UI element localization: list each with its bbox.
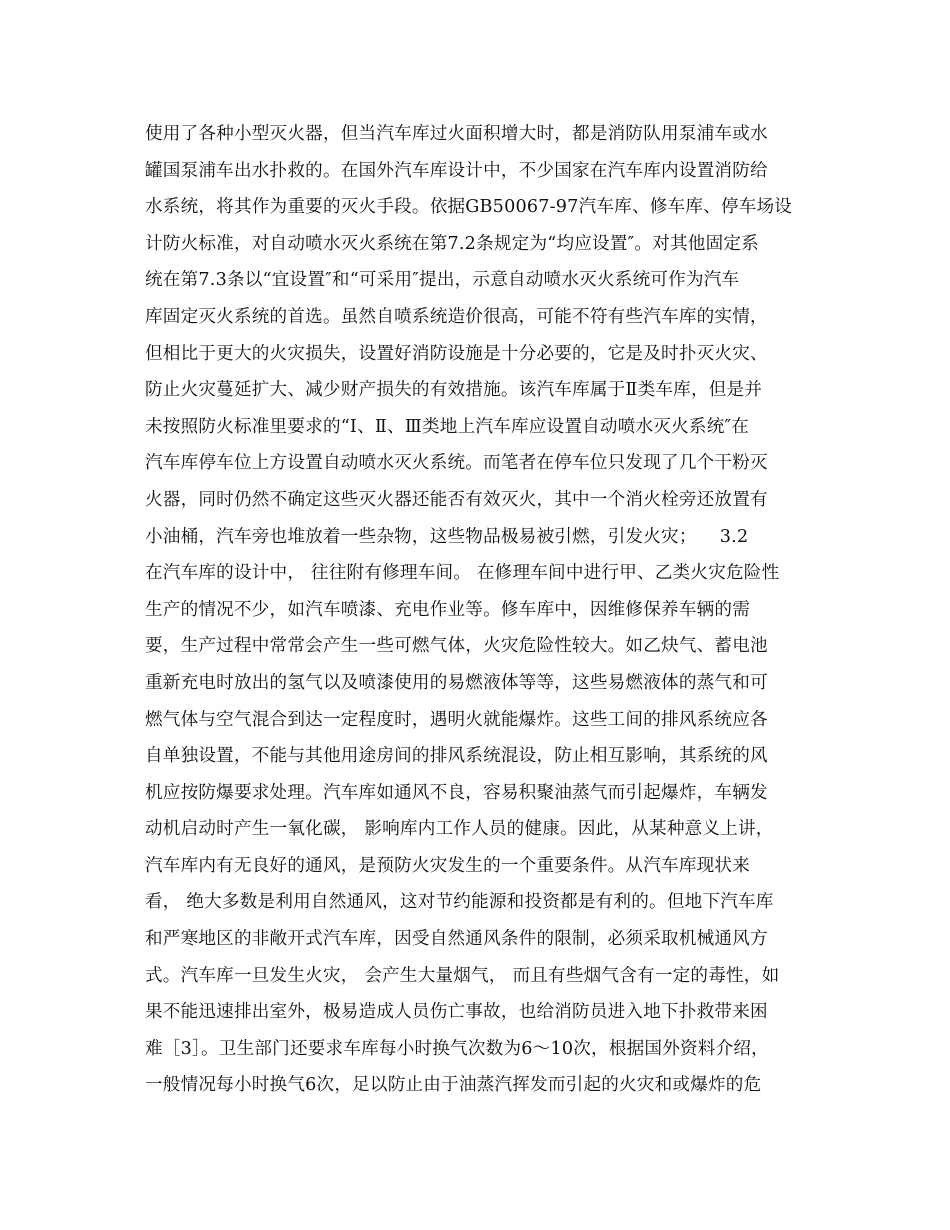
text-line: 使用了各种小型灭火器，但当汽车库过火面积增大时，都是消防队用泵浦车或水 — [145, 124, 768, 144]
text-line: 难［3］。卫生部门还要求车库每小时换气次数为6～10次，根据国外资料介绍， — [145, 1038, 769, 1059]
text-line: 机应按防爆要求处理。汽车库如通风不良，容易积聚油蒸气而引起爆炸，车辆发 — [145, 782, 768, 803]
text-line: 看， 绝大多数是利用自然通风，这对节约能源和投资都是有利的。但地下汽车库 — [145, 892, 774, 913]
text-line: 但相比于更大的火灾损失，设置好消防设施是十分必要的，它是及时扑灭火灾、 — [145, 343, 768, 364]
text-line: 动机启动时产生一氧化碳， 影响库内工作人员的健康。因此，从某种意义上讲， — [145, 819, 774, 840]
body-text — [145, 116, 825, 1104]
text-line: 重新充电时放出的氢气以及喷漆使用的易燃液体等等，这些易燃液体的蒸气和可 — [145, 672, 768, 693]
text-line: 小油桶，汽车旁也堆放着一些杂物，这些物品极易被引燃，引发火灾； 3.2 — [145, 526, 749, 547]
text-line: 火器，同时仍然不确定这些灭火器还能否有效灭火，其中一个消火栓旁还放置有 — [145, 489, 768, 510]
text-line: 罐国泵浦车出水扑救的。在国外汽车库设计中，不少国家在汽车库内设置消防给 — [145, 160, 768, 181]
text-line: 防止火灾蔓延扩大、减少财产损失的有效措施。该汽车库属于Ⅱ类车库，但是并 — [145, 380, 763, 401]
text-line: 水系统，将其作为重要的灭火手段。依据GB50067-97汽车库、修车库、停车场设 — [145, 197, 793, 218]
text-line: 在汽车库的设计中， 往往附有修理车间。 在修理车间中进行甲、乙类火灾危险性 — [145, 563, 780, 584]
text-line: 汽车库停车位上方设置自动喷水灭火系统。而笔者在停车位只发现了几个干粉灭 — [145, 453, 768, 474]
text-line: 自单独设置，不能与其他用途房间的排风系统混设，防止相互影响，其系统的风 — [145, 746, 768, 767]
text-line: 要，生产过程中常常会产生一些可燃气体，火灾危险性较大。如乙炔气、蓄电池 — [145, 636, 768, 657]
text-line: 生产的情况不少，如汽车喷漆、充电作业等。修车库中，因维修保养车辆的需 — [145, 599, 750, 620]
text-line: 库固定灭火系统的首选。虽然自喷系统造价很高，可能不符有些汽车库的实情， — [145, 306, 768, 327]
text-line: 统在第7.3条以“宜设置″和“可采用″提出，示意自动喷水灭火系统可作为汽车 — [145, 270, 740, 291]
text-line: 汽车库内有无良好的通风，是预防火灾发生的一个重要条件。从汽车库现状来 — [145, 855, 750, 876]
text-line: 燃气体与空气混合到达一定程度时，遇明火就能爆炸。这些工间的排风系统应各 — [145, 709, 768, 730]
text-line: 果不能迅速排出室外，极易造成人员伤亡事故，也给消防员进入地下扑救带来困 — [145, 1002, 768, 1023]
text-line: 式。汽车库一旦发生火灾， 会产生大量烟气， 而且有些烟气含有一定的毒性，如 — [145, 965, 780, 986]
text-line: 和严寒地区的非敞开式汽车库，因受自然通风条件的限制，必须采取机械通风方 — [145, 929, 768, 950]
text-line: 一般情况每小时换气6次，足以防止由于油蒸汽挥发而引起的火灾和或爆炸的危 — [145, 1075, 762, 1096]
text-line: 未按照防火标准里要求的“Ⅰ、Ⅱ、Ⅲ类地上汽车库应设置自动喷水灭火系统″在 — [145, 416, 750, 437]
text-line: 计防火标准，对自动喷水灭火系统在第7.2条规定为“均应设置″。对其他固定系 — [145, 233, 759, 254]
